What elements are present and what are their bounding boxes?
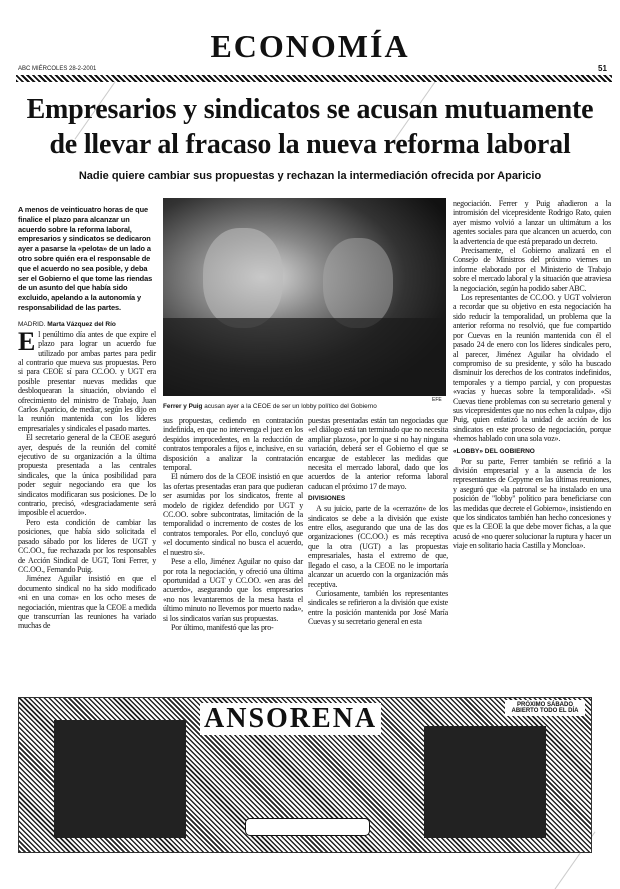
byline-place: MADRID. xyxy=(18,320,46,328)
decorative-rule xyxy=(16,75,612,82)
article-column-2 xyxy=(163,416,303,632)
ad-info-box xyxy=(245,818,370,836)
headline-line: Empresarios y sindicatos se acusan mutuamente xyxy=(26,94,594,125)
drop-cap: E xyxy=(18,326,36,356)
article-column-3 xyxy=(308,416,448,627)
ad-image-left xyxy=(54,720,186,838)
paragraph: Los representantes de CC.OO. y UGT volvieron a recordar que su objetivo en esta negociación ha sido reducir la temporalidad, un problema que la anterior reforma no resolvió, que fue compartido por Cuevas en la reunión mantenida con él el pasado 24 de enero con los líderes sindicales pero, al parecer, Jiménez Aguilar ha olvidado el compromiso de su presidente, y sólo ha buscado disminuir los derechos de los contratos indefinidos, temporales y a tiempo parcial, y con propuestas «vacías y huecas sobre la temporalidad». «Si Cuevas tiene problemas con su secretario general y sus vicepresidentes que no nos echen la culpa», dijo Puig, quien enfatizó la unidad de acción de los sindicatos en este proceso de negociación, porque «hemos hablado con una sola voz». xyxy=(453,293,611,444)
section-subtitle: «LOBBY» DEL GOBIERNO xyxy=(453,447,535,455)
page-number: 51 xyxy=(598,64,607,73)
ad-badge: PRÓXIMO SÁBADO ABIERTO TODO EL DÍA xyxy=(505,700,585,716)
paragraph: El secretario general de la CEOE aseguró ayer, después de la reunión del comité ejecutivo de su organización a la última propuesta presentada a las centrales sindicales, que la única posibilidad para poder seguir negociando era que los sindicatos modificaran sus posiciones. De lo contrario, precisó, «desgraciadamente será imposible el acuerdo». xyxy=(18,433,156,518)
paragraph: Por último, manifestó que las pro- xyxy=(171,622,274,632)
paragraph: El número dos de la CEOE insistió en que las ofertas presentadas eran para que pudieran ser asumidas por los sindicatos, frente al modelo de rigidez defendido por UGT y CC.OO. sobre subcontratas, limitación de la temporalidad o incremento de costes de los contratos temporales. Por ello, concluyó que «el documento sindical no busca el acuerdo, el nuestro sí». xyxy=(163,472,303,557)
byline xyxy=(18,321,156,328)
section-subtitle: DIVISIONES xyxy=(308,495,346,503)
left-column xyxy=(18,205,156,631)
paragraph: puestas presentadas están tan negociadas que «el diálogo está tan terminado que no necesita ampliar plazos», por lo que si no hay ninguna variación, deberá ser el Gobierno el que se encargue de establecer las medidas que necesita el mercado laboral, dado que los acuerdos de la anterior reforma laboral caducan el próximo 17 de mayo. xyxy=(308,416,448,491)
paragraph: A su juicio, parte de la «cerrazón» de los sindicatos se debe a la división que existe entre ellos, asegurando que una de las dos organizaciones (CC.OO.) es más receptiva que la otra (UGT) a las propuestas empresariales, hasta el extremo de que, llegado el caso, a la CEOE no le importaría alcanzar un acuerdo con la organización más receptiva. xyxy=(308,504,448,589)
caption-text: acusan ayer a la CEOE de ser un lobby político del Gobierno xyxy=(202,403,377,410)
paragraph: Pese a ello, Jiménez Aguilar no quiso dar por rota la negociación, y ofreció una última oportunidad a UGT y CC.OO. «en aras del acuerdo», asegurando que los empresarios «no nos levantaremos de la mesa hasta el último minuto no llevemos por muerto nada», si los sindicatos varían sus propuestas. xyxy=(163,557,303,623)
article-column-4 xyxy=(453,199,611,551)
headline-line: de llevar al fracaso la nueva reforma laboral xyxy=(49,129,571,160)
paragraph: Precisamente, el Gobierno analizará en el Consejo de Ministros del próximo viernes un informe elaborado por el Ministerio de Trabajo sobre el mercado laboral y la situación que atraviesa la negociación, según ha podido saber ABC. xyxy=(453,246,611,293)
section-title: ECONOMÍA xyxy=(210,28,410,64)
dateline: ABC MIÉRCOLES 28-2-2001 xyxy=(18,66,97,72)
ad-image-right xyxy=(424,726,546,838)
byline-author: Marta Vázquez del Río xyxy=(47,320,116,328)
caption-names: Ferrer y Puig xyxy=(163,403,203,410)
subheadline: Nadie quiere cambiar sus propuestas y rechazan la intermediación ofrecida por Aparicio xyxy=(78,170,542,182)
paragraph: negociación. Ferrer y Puig añadieron a la intromisión del vicepresidente Rodrigo Rato, quien ayer mismo volvió a lanzar un ultimátum a los agentes sociales para que alcancen un acuerdo, con la advertencia de que está preparado un decreto. xyxy=(453,199,611,246)
paragraph: sus propuestas, cediendo en contratación indefinida, en que no intervenga el juez en los despidos improcedentes, en la reducción de contratos temporales a fijos e, inclusive, en su disposición a analizar la contratación temporal. xyxy=(163,416,303,473)
paragraph: Curiosamente, también los representantes sindicales se refirieron a la división que existe entre la posición mantenida por José María Cuevas y su secretario general en esta xyxy=(308,588,448,627)
photo-caption xyxy=(163,403,428,410)
article-column-1 xyxy=(18,326,156,631)
lead-paragraph: A menos de veinticuatro horas de que finalice el plazo para alcanzar un acuerdo sobre la reforma laboral, empresarios y sindicatos se dedicaron ayer a pasarse la «pelota» de un lado a otro sobre quién era el responsable de que el acuerdo no sea posible, y deba ser el Gobierno el que tome las riendas de un asunto del que había sido excluido, apelando a la autonomía y responsabilidad de las partes. xyxy=(18,205,153,312)
paragraph: Pero esta condición de cambiar las posiciones, que había sido solicitada el pasado sábado por los líderes de UGT y CC.OO., fue rechazada por los responsables de Acción Sindical de UGT, Toni Ferrer, y CC.OO., Fernando Puig. xyxy=(18,517,156,574)
headline xyxy=(10,92,610,162)
news-photo xyxy=(163,198,446,396)
photo-credit: EFE xyxy=(432,397,442,403)
paragraph: l penúltimo día antes de que expire el plazo para lograr un acuerdo fue utilizado por ambas partes para pedir al contrario que mueva sus propuestas. Pero si para CEOE sí para CC.OO. y UGT era posible presentar nuevas medidas que desbloquearan la situación, obviando el ofrecimiento del ministro de Trabajo, Juan Carlos Aparicio, de mediar, según les dijo en la reunión mantenida con los líderes empresariales y sindicales el pasado martes. xyxy=(18,329,156,433)
paragraph: Por su parte, Ferrer también se refirió a la división empresarial y a la ausencia de los representantes de Cepyme en las últimas reuniones, y aseguró que «la patronal se ha instalado en una posición de "lobby" político para beneficiarse con las medidas que decrete el Gobierno», insistiendo en que los sindicatos también han hecho concesiones y que es la CEOE la que debe mover fichas, a la que acusó de «no querer solucionar la ruptura y hacer un viaje en solitario hacia Castilla y Moncloa». xyxy=(453,456,611,551)
article-header xyxy=(10,92,610,182)
paragraph: Jiménez Aguilar insistió en que el documento sindical no ha sido modificado «ni en una coma» en los ocho meses de negociación, mientras que la CEOE a medida que transcurrían las reuniones ha variado muchas de xyxy=(18,574,156,631)
ad-brand-logo: ANSORENA xyxy=(200,703,381,735)
